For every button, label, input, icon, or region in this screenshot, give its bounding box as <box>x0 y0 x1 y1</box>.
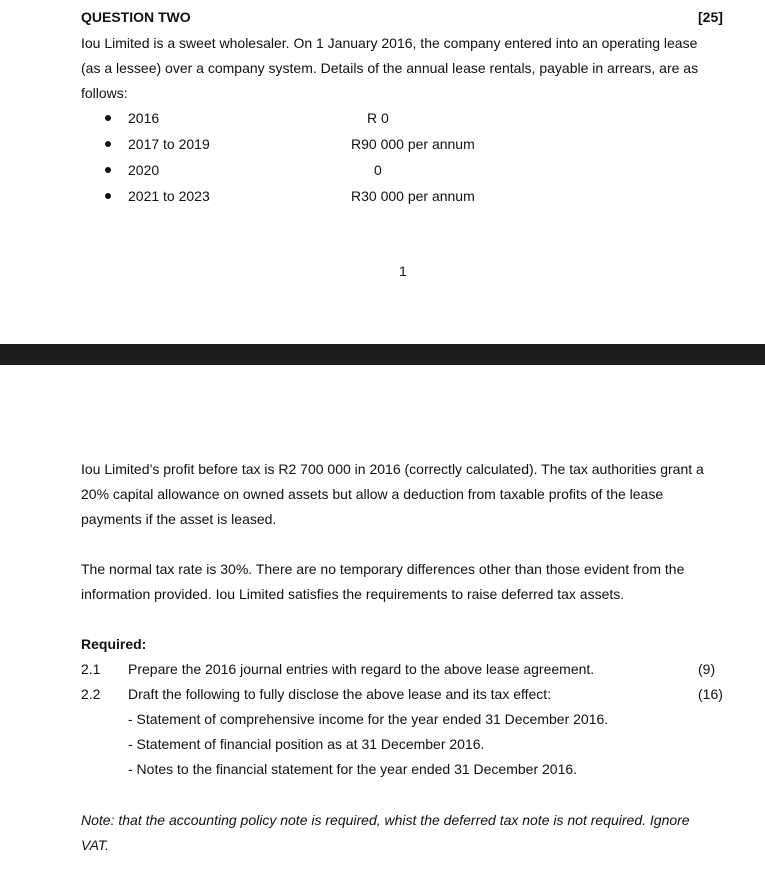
requirement-text: Prepare the 2016 journal entries with regard to the above lease agreement. <box>128 661 595 677</box>
rental-period: 2021 to 2023 <box>128 188 210 204</box>
bullet-icon <box>105 115 111 121</box>
required-heading: Required: <box>81 636 147 652</box>
rental-amount: R90 000 per annum <box>351 136 475 152</box>
requirement-text: Draft the following to fully disclose the above lease and its tax effect: <box>128 686 552 702</box>
sub-item: - Statement of financial position as at 31 December 2016. <box>128 736 485 752</box>
bullet-icon <box>105 141 111 147</box>
requirement-marks: (16) <box>698 686 723 702</box>
bullet-icon <box>105 167 111 173</box>
intro-line-3: follows: <box>81 85 128 101</box>
bullet-icon <box>105 193 111 199</box>
sub-item: - Notes to the financial statement for the year ended 31 December 2016. <box>128 761 578 777</box>
rental-period: 2020 <box>128 162 160 178</box>
para2-line-2: information provided. Iou Limited satisfies the requirements to raise deferred tax assets. <box>81 586 625 602</box>
rental-amount: R30 000 per annum <box>351 188 475 204</box>
page-number: 1 <box>399 263 407 279</box>
note-line-2: VAT. <box>81 837 110 853</box>
sub-item: - Statement of comprehensive income for the year ended 31 December 2016. <box>128 711 609 727</box>
rental-amount: R 0 <box>367 110 389 126</box>
rental-amount: 0 <box>374 162 382 178</box>
question-marks: [25] <box>698 9 723 25</box>
question-heading: QUESTION TWO <box>81 9 191 25</box>
page-separator <box>0 344 765 365</box>
para1-line-3: payments if the asset is leased. <box>81 511 277 527</box>
para1-line-2: 20% capital allowance on owned assets but allow a deduction from taxable profits of the lease <box>81 486 664 502</box>
requirement-marks: (9) <box>698 661 716 677</box>
intro-line-2: (as a lessee) over a company system. Details of the annual lease rentals, payable in arrears, are as <box>81 60 699 76</box>
requirement-number: 2.1 <box>81 661 101 677</box>
para1-line-1: Iou Limited’s profit before tax is R2 700 000 in 2016 (correctly calculated). The tax authorities grant a <box>81 461 704 477</box>
rental-period: 2017 to 2019 <box>128 136 210 152</box>
requirement-number: 2.2 <box>81 686 101 702</box>
para2-line-1: The normal tax rate is 30%. There are no temporary differences other than those evident from the <box>81 561 685 577</box>
rental-period: 2016 <box>128 110 160 126</box>
note-line-1: Note: that the accounting policy note is required, whist the deferred tax note is not required. Ignore <box>81 812 690 828</box>
intro-line-1: Iou Limited is a sweet wholesaler. On 1 January 2016, the company entered into an operating lease <box>81 35 698 51</box>
